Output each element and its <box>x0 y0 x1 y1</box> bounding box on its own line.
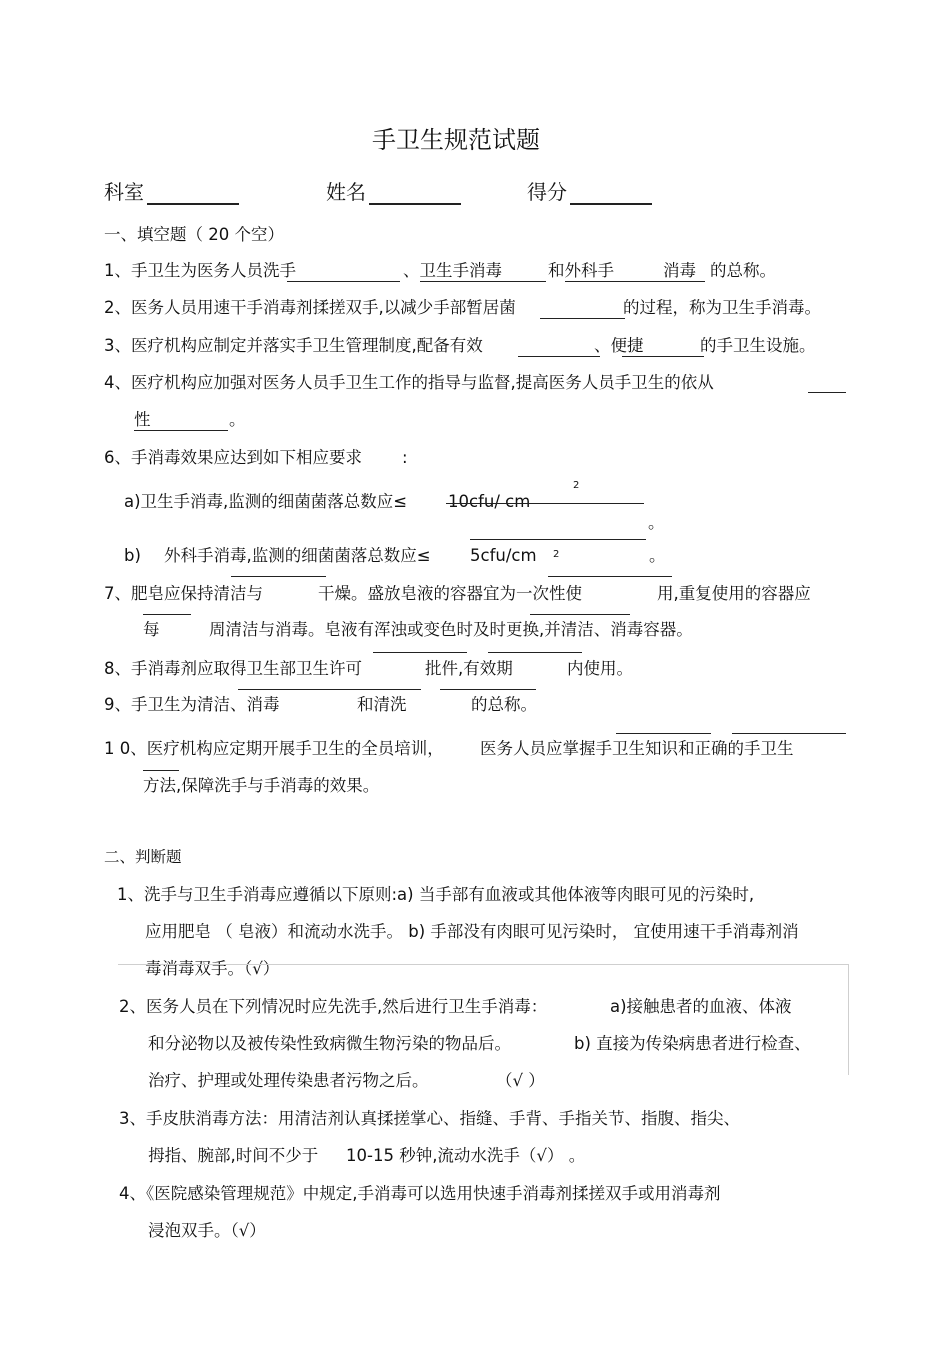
dept-label: 科室 <box>104 180 144 204</box>
q1-text-c: 和外科手 <box>548 261 614 280</box>
q2-text-a: 2、医务人员用速干手消毒剂揉搓双手,以减少手部暂居菌 <box>104 298 516 317</box>
q7-blank-3[interactable] <box>143 614 191 615</box>
q1-text-d: 消毒 <box>663 261 696 280</box>
q6a-text: a)卫生手消毒,监测的细菌菌落总数应≤ <box>124 492 408 511</box>
j2-line-3a: 治疗、护理或处理传染患者污物之后。 <box>148 1071 429 1090</box>
j2-line-1a: 2、医务人员在下列情况时应先洗手,然后进行卫生手消毒： <box>119 997 548 1016</box>
text-box-frame <box>118 964 849 1075</box>
q9-blank-3[interactable] <box>440 689 536 690</box>
q6b-superscript: 2 <box>553 549 560 560</box>
q3-blank-2[interactable] <box>622 356 704 357</box>
q1-text-e: 的总称。 <box>710 261 776 280</box>
q10-blank-1[interactable] <box>616 733 711 734</box>
q4-blank-1[interactable] <box>808 392 846 393</box>
q1-text-a: 1、手卫生为医务人员洗手 <box>104 261 296 280</box>
q8-text-b: 批件,有效期 <box>425 659 513 678</box>
q10-blank-2[interactable] <box>732 733 846 734</box>
j1-line-1: 1、洗手与卫生手消毒应遵循以下原则:a) 当手部有血液或其他体液等肉眼可见的污染时, <box>117 885 755 904</box>
q10-blank-3[interactable] <box>143 770 179 771</box>
q1-blank-1[interactable] <box>287 281 400 282</box>
q3-text-a: 3、医疗机构应制定并落实手卫生管理制度,配备有效 <box>104 336 483 355</box>
q8-text-c: 内使用。 <box>567 659 633 678</box>
page-title: 手卫生规范试题 <box>372 126 540 154</box>
j1-line-2: 应用肥皂 （ 皂液）和流动水洗手。 b) 手部没有肉眼可见污染时， 宜使用速干手消毒剂消 <box>145 922 799 941</box>
name-blank[interactable] <box>369 203 461 205</box>
q6a-superscript: 2 <box>573 480 580 491</box>
q3-text-c: 的手卫生设施。 <box>700 336 816 355</box>
q9-text-c: 的总称。 <box>471 695 537 714</box>
q10-text-b: 医务人员应掌握手卫生知识和正确的手卫生 <box>480 739 794 758</box>
q1-blank-2[interactable] <box>420 281 546 282</box>
q7-text-e: 周清洁与消毒。皂液有浑浊或变色时及时更换,并清洁、消毒容器。 <box>209 620 693 639</box>
q7-blank-4[interactable] <box>530 614 630 615</box>
q9-text-b: 和清洗 <box>357 695 407 714</box>
q6-text-a: 6、手消毒效果应达到如下相应要求 <box>104 448 362 467</box>
q7-text-a: 7、肥皂应保持清洁与 <box>104 584 263 603</box>
q6a-end: 。 <box>648 513 665 532</box>
q3-text-b: 、便捷 <box>594 336 644 355</box>
j1-line-3: 毒消毒双手。（√） <box>145 959 280 978</box>
q9-blank-1[interactable] <box>238 689 332 690</box>
q6a-value: 10cfu/ cm <box>448 492 531 511</box>
q3-blank-1[interactable] <box>518 356 600 357</box>
j4-line-2: 浸泡双手。（√） <box>148 1221 266 1240</box>
q1-blank-3[interactable] <box>565 281 705 282</box>
q6b-label: b) <box>124 546 141 565</box>
q6-text-b: : <box>402 448 408 467</box>
dept-blank[interactable] <box>147 203 239 205</box>
score-blank[interactable] <box>570 203 652 205</box>
j2-line-2b: b) 直接为传染病患者进行检查、 <box>574 1034 811 1053</box>
q9-blank-2[interactable] <box>325 689 421 690</box>
q6a-blank-2[interactable] <box>470 539 646 540</box>
q8-blank-1[interactable] <box>373 652 467 653</box>
q4-blank-2[interactable] <box>134 430 228 431</box>
q7-text-c: 用,重复使用的容器应 <box>657 584 811 603</box>
j3-line-2b: 10-15 秒钟,流动水洗手（√） 。 <box>346 1146 586 1165</box>
q9-text-a: 9、手卫生为清洁、消毒 <box>104 695 280 714</box>
j2-line-1b: a)接触患者的血液、体液 <box>610 997 792 1016</box>
name-label: 姓名 <box>326 180 366 204</box>
j4-line-1: 4、《医院感染管理规范》中规定,手消毒可以选用快速手消毒剂揉搓双手或用消毒剂 <box>119 1184 721 1203</box>
q7-blank-1[interactable] <box>231 576 326 577</box>
q8-blank-2[interactable] <box>488 652 582 653</box>
q4-text-a: 4、医疗机构应加强对医务人员手卫生工作的指导与监督,提高医务人员手卫生的依从 <box>104 373 714 392</box>
section1-heading: 一、填空题（ 20 个空） <box>104 225 284 244</box>
q7-text-b: 干燥。盛放皂液的容器宜为一次性使 <box>318 584 582 603</box>
q6a-blank-1[interactable] <box>446 503 644 504</box>
q4-text-b: 性 <box>134 410 151 429</box>
q2-blank[interactable] <box>540 318 625 319</box>
score-label: 得分 <box>527 180 567 204</box>
section2-heading: 二、判断题 <box>104 848 182 866</box>
j2-line-3b: （√ ） <box>496 1071 545 1090</box>
q10-text-c: 方法,保障洗手与手消毒的效果。 <box>143 776 380 795</box>
q8-text-a: 8、手消毒剂应取得卫生部卫生许可 <box>104 659 362 678</box>
q7-blank-2[interactable] <box>548 576 672 577</box>
q6b-value: 5cfu/cm <box>470 546 537 565</box>
j2-line-2a: 和分泌物以及被传染性致病微生物污染的物品后。 <box>148 1034 511 1053</box>
q10-text-a: 1 0、医疗机构应定期开展手卫生的全员培训， <box>104 739 444 758</box>
q4-text-c: 。 <box>229 410 246 429</box>
q1-text-b: 、卫生手消毒 <box>403 261 502 280</box>
q6b-text: 外科手消毒,监测的细菌菌落总数应≤ <box>164 546 431 565</box>
q6b-end: 。 <box>649 546 666 565</box>
j3-line-2a: 拇指、腕部,时间不少于 <box>148 1146 319 1165</box>
j3-line-1: 3、手皮肤消毒方法：用清洁剂认真揉搓掌心、指缝、手背、手指关节、指腹、指尖、 <box>119 1109 740 1128</box>
q2-text-b: 的过程，称为卫生手消毒。 <box>623 298 821 317</box>
q7-text-d: 每 <box>143 620 160 639</box>
